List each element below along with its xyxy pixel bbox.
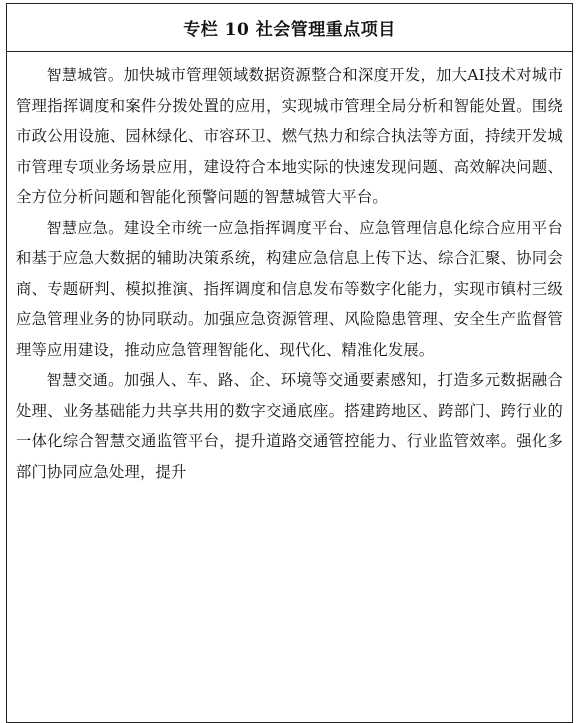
paragraph-body: 加强人、车、路、企、环境等交通要素感知，打造多元数据融合处理、业务基础能力共享共用的数字交通底座。搭建跨地区、跨部门、跨行业的一体化综合智慧交通监管平台，提升道路交通管控能力、行业监管效率。强化多部门协同应急处理，提升 bbox=[16, 371, 563, 481]
box-title: 专栏 10 社会管理重点项目 bbox=[7, 4, 572, 52]
paragraph-lead: 智慧城管 bbox=[46, 66, 108, 84]
paragraph-body: 建设全市统一应急指挥调度平台、应急管理信息化综合应用平台和基于应急大数据的辅助决策系统，构建应急信息上传下达、综合汇聚、协同会商、专题研判、模拟推演、指挥调度和信息发布等数字化能力，实现市镇村三级应急管理业务的协同联动。加强应急资源管理、风险隐患管理、安全生产监督管理等应用建设，推动应急管理智能化、现代化、精准化发展。 bbox=[16, 218, 563, 359]
paragraph-body: 加快城市管理领域数据资源整合和深度开发，加大AI技术对城市管理指挥调度和案件分拨处置的应用，实现城市管理全局分析和智能处置。围绕市政公用设施、园林绿化、市容环卫、燃气热力和综合执法等方面，持续开发城市管理专项业务场景应用，建设符合本地实际的快速发现问题、高效解决问题、全方位分析问题和智能化预警问题的智慧城管大平台。 bbox=[16, 66, 563, 206]
paragraph-lead: 智慧应急 bbox=[46, 218, 109, 237]
lead-separator: 。 bbox=[107, 66, 124, 84]
paragraph-smart-transport bbox=[16, 365, 563, 487]
lead-separator: 。 bbox=[108, 218, 124, 237]
feature-box bbox=[6, 3, 573, 723]
paragraph-smart-city-management bbox=[16, 60, 563, 213]
box-content bbox=[7, 52, 572, 487]
lead-separator: 。 bbox=[108, 371, 124, 389]
paragraph-lead: 智慧交通 bbox=[46, 371, 109, 389]
paragraph-smart-emergency bbox=[16, 213, 563, 366]
